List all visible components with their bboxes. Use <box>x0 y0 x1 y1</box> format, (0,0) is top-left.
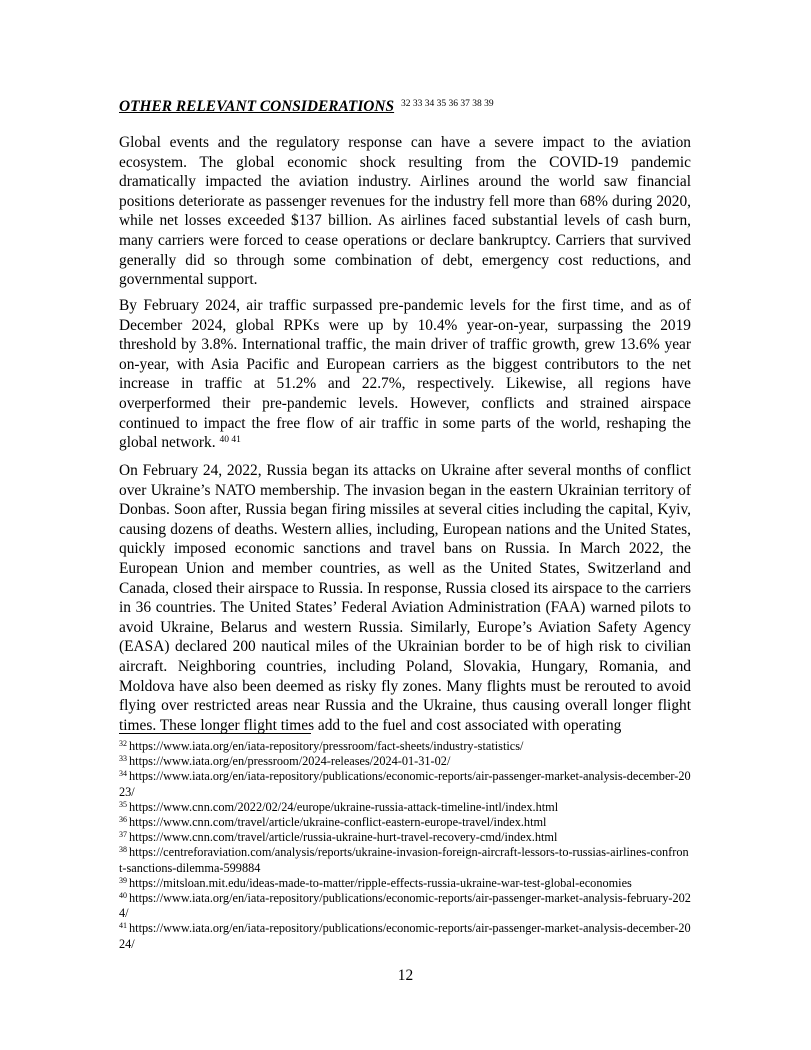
footnote-link[interactable]: https://mitsloan.mit.edu/ideas-made-to-matter/ripple-effects-russia-ukraine-war-test-global-economies <box>129 875 632 890</box>
footnote-number: 40 <box>119 891 127 901</box>
footnote-link[interactable]: https://www.cnn.com/2022/02/24/europe/ukraine-russia-attack-timeline-intl/index.html <box>129 799 559 814</box>
footnote-number: 41 <box>119 921 127 931</box>
footnote-link[interactable]: https://www.iata.org/en/iata-repository/publications/economic-reports/air-passenger-market-analysis-december-2023/ <box>119 769 691 799</box>
footnote-separator <box>119 733 311 734</box>
footnote-number: 37 <box>119 830 127 840</box>
footnote-number: 39 <box>119 875 127 885</box>
footnote-link[interactable]: https://www.iata.org/en/pressroom/2024-releases/2024-01-31-02/ <box>129 754 451 769</box>
footnote <box>119 921 691 951</box>
footnote-number: 38 <box>119 845 127 855</box>
section-title: OTHER RELEVANT CONSIDERATIONS <box>119 98 395 115</box>
footnote-link[interactable]: https://www.cnn.com/travel/article/russia-ukraine-hurt-travel-recovery-cmd/index.html <box>129 830 558 845</box>
footnote <box>119 754 691 769</box>
section-footnote-refs: 32 33 34 35 36 37 38 39 <box>400 99 494 109</box>
footnote-number: 36 <box>119 815 127 825</box>
footnote-number: 34 <box>119 769 127 779</box>
footnote-link[interactable]: https://www.cnn.com/travel/article/ukraine-conflict-eastern-europe-travel/index.html <box>129 815 547 830</box>
footnote-link[interactable]: https://www.iata.org/en/iata-repository/publications/economic-reports/air-passenger-market-analysis-december-2024/ <box>119 921 691 951</box>
paragraph-traffic-recovery-text: By February 2024, air traffic surpassed pre-pandemic levels for the first time, and as of December 2024, global RPKs were up by 10.4% year-on-year, surpassing the 2019 threshold by 3.8%. International traffic, the main driver of traffic growth, grew 13.6% year on-year, with Asia Pacific and European carriers as the biggest contributors to the net increase in traffic at 51.2% and 22.7%, respectively. Likewise, all regions have overperformed their pre-pandemic levels. However, conflicts and strained airspace continued to impact the free flow of air traffic in some parts of the world, reshaping the global network. <box>119 297 691 452</box>
footnote <box>119 876 691 891</box>
footnote <box>119 800 691 815</box>
section-heading <box>119 94 699 117</box>
footnote-number: 33 <box>119 754 127 764</box>
footnote <box>119 891 691 921</box>
page-number: 12 <box>397 967 414 984</box>
paragraph-traffic-recovery <box>119 296 691 453</box>
footnote-link[interactable]: https://www.iata.org/en/iata-repository/pressroom/fact-sheets/industry-statistics/ <box>129 739 524 753</box>
footnote <box>119 769 691 799</box>
footnote <box>119 830 691 845</box>
footnotes-list <box>119 739 691 952</box>
footnote <box>119 739 691 754</box>
paragraph-footnote-refs: 40 41 <box>219 435 241 446</box>
footnote <box>119 815 691 830</box>
footnote-link[interactable]: https://centreforaviation.com/analysis/reports/ukraine-invasion-foreign-aircraft-lessors-to-russias-airlines-confront-sanctions-dilemma-599884 <box>119 845 689 875</box>
footnote-number: 32 <box>119 739 127 748</box>
paragraph-russia-ukraine: On February 24, 2022, Russia began its attacks on Ukraine after several months of conflict over Ukraine’s NATO membership. The invasion began in the eastern Ukrainian territory of Donbas. Soon after, Russia began firing missiles at several cities including the capital, Kyiv, causing dozens of deaths. Western allies, including, European nations and the United States, quickly imposed economic sanctions and travel bans on Russia. In March 2022, the European Union and member countries, as well as the United States, Switzerland and Canada, closed their airspace to Russia. In response, Russia closed its airspace to the carriers in 36 countries. The United States’ Federal Aviation Administration (FAA) warned pilots to avoid Ukraine, Belarus and western Russia. Similarly, Europe’s Aviation Safety Agency (EASA) declared 200 nautical miles of the Ukrainian border to be of high risk to civilian aircraft. Neighboring countries, including Poland, Slovakia, Hungary, Romania, and Moldova have also been deemed as risky fly zones. Many flights must be rerouted to avoid flying over restricted areas near Russia and the Ukraine, thus causing overall longer flight times. These longer flight times add to the fuel and cost associated with operating <box>119 462 691 734</box>
footnote-link[interactable]: https://www.iata.org/en/iata-repository/publications/economic-reports/air-passenger-market-analysis-february-2024/ <box>119 891 691 921</box>
paragraph-covid-impact: Global events and the regulatory response can have a severe impact to the aviation ecosystem. The global economic shock resulting from the COVID-19 pandemic dramatically impacted the aviation industry. Airlines around the world saw financial positions deteriorate as passenger revenues for the industry fell more than 68% during 2020, while net losses exceeded $137 billion. As airlines faced substantial levels of cash burn, many carriers were forced to cease operations or declare bankruptcy. Carriers that survived generally did so through some combination of debt, emergency cost reductions, and governmental support. <box>119 134 691 289</box>
footnote <box>119 845 691 875</box>
footnote-number: 35 <box>119 799 127 809</box>
